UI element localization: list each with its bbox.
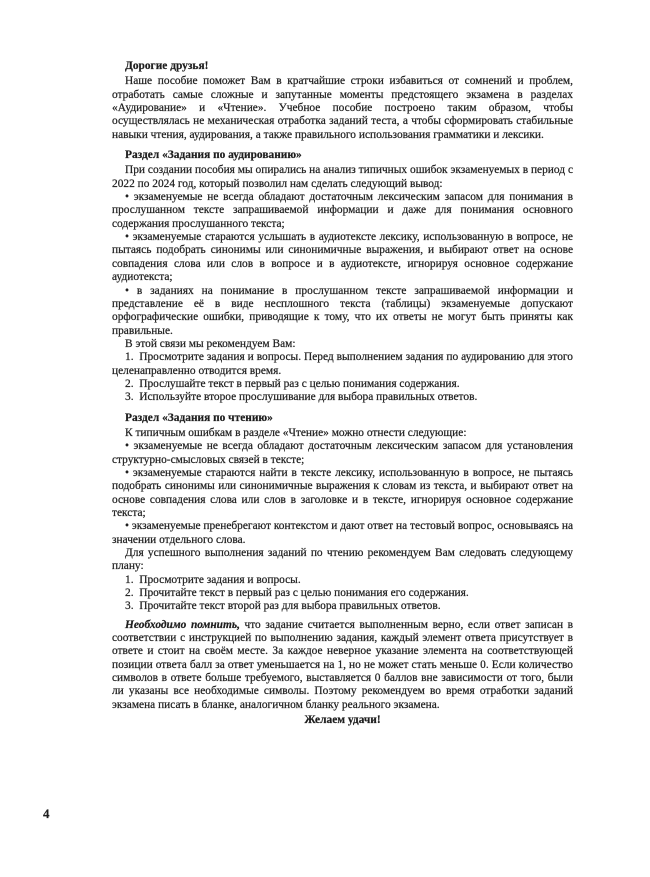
audio-step-2: 2. Прослушайте текст в первый раз с целью понимания содержания. [125, 377, 460, 390]
audio-bullet-3: • в заданиях на понимание в прослушанном тексте запрашиваемой информации и представление её в виде несплошного текста (таблицы) экзаменуемые допускают орфографические ошибки, приводящие к тому, что их ответы не могут быть приняты как правильные. [112, 284, 573, 337]
reading-section-intro: К типичным ошибкам в разделе «Чтение» можно отнести следующие: [125, 426, 467, 439]
audio-step-1: 1. Просмотрите задания и вопросы. Перед выполнением задания по аудированию для этого целенаправленно отводится время. [112, 351, 573, 377]
final-note-rest: что задание считается выполненным верно, если ответ записан в соответствии с инструкцией по выполнению задания, каждый элемент ответа присутствует в ответе и стоит на своём месте. За каждое неверное указание элемента на соответствующей позиции ответа балл за ответ уменьшается на 1, но не может стать меньше 0. Если количество символов в ответе больше требуемого, выставляется 0 баллов вне зависимости от того, были ли указаны все необходимые символы. Поэтому рекомендуем во время отработки заданий экзамена писать в бланке, аналогичном бланку реального экзамена. [112, 618, 573, 711]
audio-section-intro: При создании пособия мы опирались на анализ типичных ошибок экзаменуемых в период с 2022 по 2024 год, который позволил нам сделать следующий вывод: [112, 164, 573, 190]
reading-section-heading: Раздел «Задания по чтению» [125, 411, 273, 424]
closing-line: Желаем удачи! [304, 714, 381, 727]
audio-section-heading: Раздел «Задания по аудированию» [125, 149, 302, 162]
reading-step-2: 2. Прочитайте текст в первый раз с целью понимания его содержания. [125, 587, 469, 600]
reading-bullet-3: • экзаменуемые пренебрегают контекстом и дают ответ на тестовый вопрос, основываясь на значении отдельного слова. [112, 520, 574, 546]
reading-bullet-1: • экзаменуемые не всегда обладают достаточным лексическим запасом для установления структурно-смысловых связей в тексте; [112, 440, 573, 466]
audio-recommend-line: В этой связи мы рекомендуем Вам: [125, 337, 296, 350]
final-note [112, 619, 573, 712]
reading-bullet-2: • экзаменуемые стараются найти в тексте лексику, использованную в вопросе, не пытаясь подобрать синонимы или синонимичные выражения к словам из текста, и выбирают ответ на основе совпадения слова или слов в заголовке и в тексте, игнорируя основное содержание текста; [112, 466, 573, 519]
page-number: 4 [43, 806, 50, 821]
reading-recommend-line: Для успешного выполнения заданий по чтению рекомендуем Вам следовать следующему плану: [112, 547, 573, 573]
page-content [112, 60, 573, 728]
audio-bullet-2: • экзаменуемые стараются услышать в аудиотексте лексику, использованную в вопросе, не пытаясь подобрать синонимы или синонимичные выражения, и выбирают ответ на основе совпадения слова или слов в вопросе и в аудиотексте, игнорируя основное содержание аудиотекста; [112, 231, 573, 284]
audio-bullet-1: • экзаменуемые не всегда обладают достаточным лексическим запасом для понимания в прослушанном тексте запрашиваемой информации и даже для понимания основного содержания прослушанного текста; [112, 191, 573, 230]
intro-paragraph: Наше пособие поможет Вам в кратчайшие строки избавиться от сомнений и проблем, отработать самые сложные и запутанные моменты предстоящего экзамена в разделах «Аудирование» и «Чтение». Учебное пособие построено таким образом, чтобы осуществлялась не механическая отработка заданий теста, а чтобы сформировать стабильные навыки чтения, аудирования, а также правильного использования грамматики и лексики. [112, 75, 573, 141]
final-note-lead: Необходимо помнить, [125, 618, 240, 631]
intro-heading: Дорогие друзья! [125, 60, 209, 72]
reading-step-3: 3. Прочитайте текст второй раз для выбора правильных ответов. [125, 600, 441, 613]
audio-step-3: 3. Используйте второе прослушивание для выбора правильных ответов. [125, 391, 478, 404]
reading-step-1: 1. Просмотрите задания и вопросы. [125, 573, 301, 586]
